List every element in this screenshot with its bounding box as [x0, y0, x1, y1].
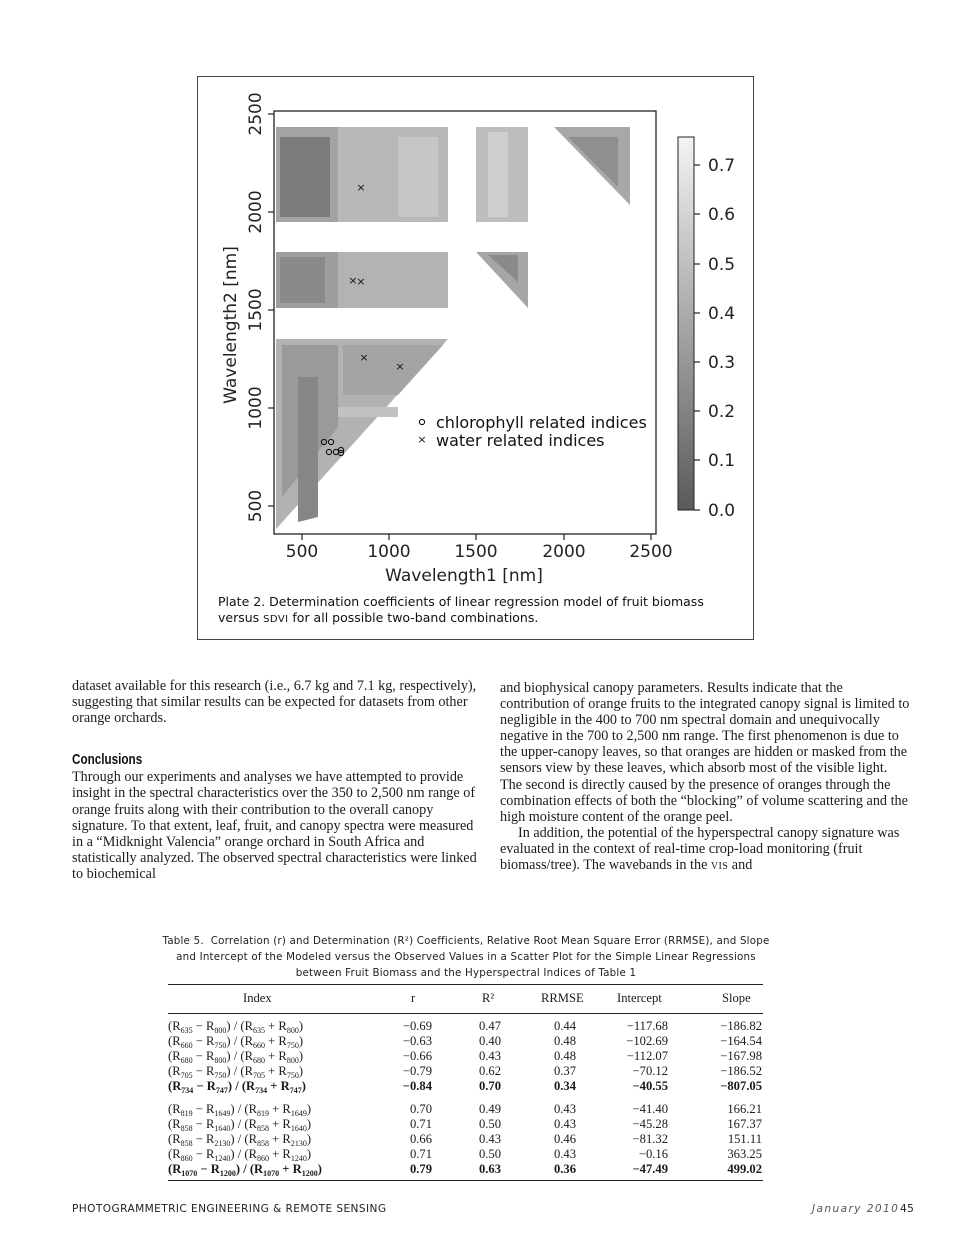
cell-slope: 363.25 — [727, 1147, 762, 1161]
index-formula: $(R_{734} - R_{747}) / (R_{734} + R_{747})$ — [168, 1079, 306, 1095]
cell-r: −0.63 — [402, 1034, 432, 1048]
table-caption: Table 5. Correlation (r) and Determination (R²) Coefficients, Relative Root Mean Square Error (RRMSE), and Slope and Intercept of the Modeled versus the Observed Values in a Scatter Plot for the Simple Linear Regressions between Fruit Biomass and the Hyperspectral Indices of Table 1 — [162, 935, 770, 979]
svg-text:×: × — [348, 274, 358, 287]
cell-intercept: −112.07 — [626, 1049, 668, 1063]
cell-intercept: −41.40 — [632, 1102, 668, 1116]
cell-slope: 151.11 — [727, 1132, 762, 1146]
y-tick-label: 2000 — [246, 190, 266, 234]
cell-rrmse: 0.48 — [553, 1034, 576, 1048]
cell-r2: 0.40 — [478, 1034, 501, 1048]
index-formula: $(R_{705} - R_{750}) / (R_{705} + R_{750})$ — [168, 1064, 304, 1080]
cell-r: 0.71 — [409, 1147, 432, 1161]
index-formula: $(R_{860} - R_{1240}) / (R_{860} + R_{1240})$ — [168, 1147, 312, 1163]
colorbar-tick: 0.6 — [708, 205, 736, 225]
col-header-rrmse: RRMSE — [541, 991, 584, 1005]
cell-r2: 0.70 — [478, 1079, 501, 1093]
colorbar-tick: 0.1 — [708, 451, 736, 471]
cell-rrmse: 0.43 — [553, 1147, 576, 1161]
cell-r2: 0.49 — [478, 1102, 501, 1116]
svg-text:×: × — [356, 181, 366, 194]
cell-r2: 0.47 — [478, 1019, 501, 1033]
cell-r2: 0.50 — [478, 1117, 501, 1131]
cell-rrmse: 0.43 — [553, 1102, 576, 1116]
cell-intercept: −81.32 — [632, 1132, 668, 1146]
x-tick-label: 1000 — [367, 542, 411, 562]
legend-chlorophyll-label: chlorophyll related indices — [436, 413, 647, 432]
cell-r: 0.71 — [409, 1117, 432, 1131]
svg-text:×: × — [356, 275, 366, 288]
index-formula: $(R_{858} - R_{1640}) / (R_{858} + R_{1640})$ — [168, 1117, 312, 1133]
y-tick-label: 1500 — [246, 288, 266, 332]
y-axis-title: Wavelength2 [nm] — [221, 246, 241, 404]
cell-r2: 0.62 — [478, 1064, 501, 1078]
cell-r: −0.79 — [402, 1064, 432, 1078]
plate-caption: Plate 2. Determination coefficients of linear regression model of fruit biomass versus SDVI for all possible two-band combinations. — [218, 594, 704, 625]
y-tick-label: 1000 — [246, 386, 266, 430]
cell-intercept: −40.55 — [632, 1079, 668, 1093]
paragraph: and biophysical canopy parameters. Results indicate that the contribution of orange fruits to the integrated canopy signal is limited to negligible in the 400 to 700 nm spectral domain and unequivocally negative in the 700 to 2,500 nm range. The first phenomenon is due to the upper-canopy leaves, so that oranges are hidden or masked from the sensors view by these leaves, which absorb most of the visible light. The second is directly caused by the presence of oranges through the combination effects of both the “blocking” of volume scattering and the high moisture content of the orange peel. — [500, 680, 910, 825]
cell-rrmse: 0.43 — [553, 1117, 576, 1131]
paragraph: Through our experiments and analyses we have attempted to provide insight in the spectral characteristics over the 350 to 2,500 nm range of orange fruits along with their contribution to the overall canopy signature. To that extent, leaf, fruit, and canopy spectra were measured in a “Midknight Valencia” orange orchard in South Africa and statistically analyzed. The observed spectral characteristics were linked to biochemical — [72, 769, 477, 882]
cell-slope: −164.54 — [720, 1034, 762, 1048]
colorbar-tick: 0.2 — [708, 402, 736, 422]
index-formula: $(R_{858} - R_{2130}) / (R_{858} + R_{2130})$ — [168, 1132, 312, 1148]
cell-r: −0.69 — [402, 1019, 432, 1033]
cell-intercept: −47.49 — [632, 1162, 668, 1176]
cell-slope: −167.98 — [720, 1049, 762, 1063]
cell-slope: −186.52 — [720, 1064, 762, 1078]
section-heading: Conclusions — [72, 751, 143, 769]
x-tick-label: 2000 — [542, 542, 586, 562]
legend-water-label: water related indices — [436, 431, 605, 450]
paragraph: In addition, the potential of the hyperspectral canopy signature was evaluated in the context of real-time crop-load monitoring (fruit biomass/tree). The wavebands in the VIS and — [500, 824, 900, 874]
svg-text:×: × — [359, 351, 369, 364]
cell-r: −0.66 — [402, 1049, 432, 1063]
cell-r2: 0.50 — [478, 1147, 501, 1161]
cell-r: 0.66 — [409, 1132, 432, 1146]
colorbar-tick: 0.3 — [708, 353, 736, 373]
y-tick-label: 500 — [246, 489, 266, 523]
cell-intercept: −117.68 — [626, 1019, 668, 1033]
col-header-intercept: Intercept — [617, 991, 662, 1005]
cell-intercept: −45.28 — [632, 1117, 668, 1131]
col-header-r2: R² — [482, 991, 495, 1005]
cell-intercept: −0.16 — [638, 1147, 668, 1161]
cell-r: 0.79 — [409, 1162, 432, 1176]
cell-slope: −186.82 — [720, 1019, 762, 1033]
legend-cross-icon: × — [417, 433, 427, 446]
index-formula: $(R_{680} - R_{800}) / (R_{680} + R_{800})$ — [168, 1049, 304, 1065]
x-tick-label: 500 — [285, 542, 319, 562]
cell-slope: 499.02 — [727, 1162, 762, 1176]
cell-slope: 166.21 — [727, 1102, 762, 1116]
cell-r: −0.84 — [402, 1079, 432, 1093]
col-header-slope: Slope — [722, 991, 751, 1005]
x-axis-title: Wavelength1 [nm] — [385, 566, 543, 586]
col-header-index: Index — [243, 991, 272, 1005]
index-formula: $(R_{660} - R_{750}) / (R_{660} + R_{750})$ — [168, 1034, 304, 1050]
svg-text:×: × — [395, 360, 405, 373]
cell-rrmse: 0.44 — [553, 1019, 576, 1033]
cell-r2: 0.43 — [478, 1132, 501, 1146]
index-formula: $(R_{819} - R_{1649}) / (R_{819} + R_{1649})$ — [168, 1102, 312, 1118]
colorbar-tick: 0.5 — [708, 255, 736, 275]
journal-name: PHOTOGRAMMETRIC ENGINEERING & REMOTE SENSING — [72, 1203, 387, 1215]
cell-slope: 167.37 — [727, 1117, 762, 1131]
y-tick-label: 2500 — [246, 92, 266, 136]
colorbar-tick: 0.0 — [708, 501, 736, 521]
x-tick-label: 2500 — [629, 542, 673, 562]
index-formula: $(R_{1070} - R_{1200}) / (R_{1070} + R_{1200})$ — [168, 1162, 322, 1178]
col-header-r: r — [411, 991, 416, 1005]
page-number: 45 — [900, 1203, 915, 1215]
cell-intercept: −102.69 — [626, 1034, 668, 1048]
cell-rrmse: 0.34 — [553, 1079, 576, 1093]
cell-r2: 0.63 — [478, 1162, 501, 1176]
index-formula: $(R_{635} - R_{800}) / (R_{635} + R_{800})$ — [168, 1019, 304, 1035]
issue-date: January 2010 — [812, 1203, 900, 1215]
cell-r2: 0.43 — [478, 1049, 501, 1063]
cell-rrmse: 0.48 — [553, 1049, 576, 1063]
cell-slope: −807.05 — [720, 1079, 762, 1093]
cell-intercept: −70.12 — [632, 1064, 668, 1078]
x-tick-label: 1500 — [454, 542, 498, 562]
colorbar-tick: 0.4 — [708, 304, 736, 324]
colorbar-tick: 0.7 — [708, 156, 736, 176]
cell-rrmse: 0.46 — [553, 1132, 576, 1146]
paragraph: dataset available for this research (i.e., 6.7 kg and 7.1 kg, respectively), suggesting that similar results can be expected for datasets from other orange orchards. — [72, 678, 477, 727]
cell-rrmse: 0.37 — [553, 1064, 576, 1078]
cell-rrmse: 0.36 — [553, 1162, 576, 1176]
cell-r: 0.70 — [409, 1102, 432, 1116]
